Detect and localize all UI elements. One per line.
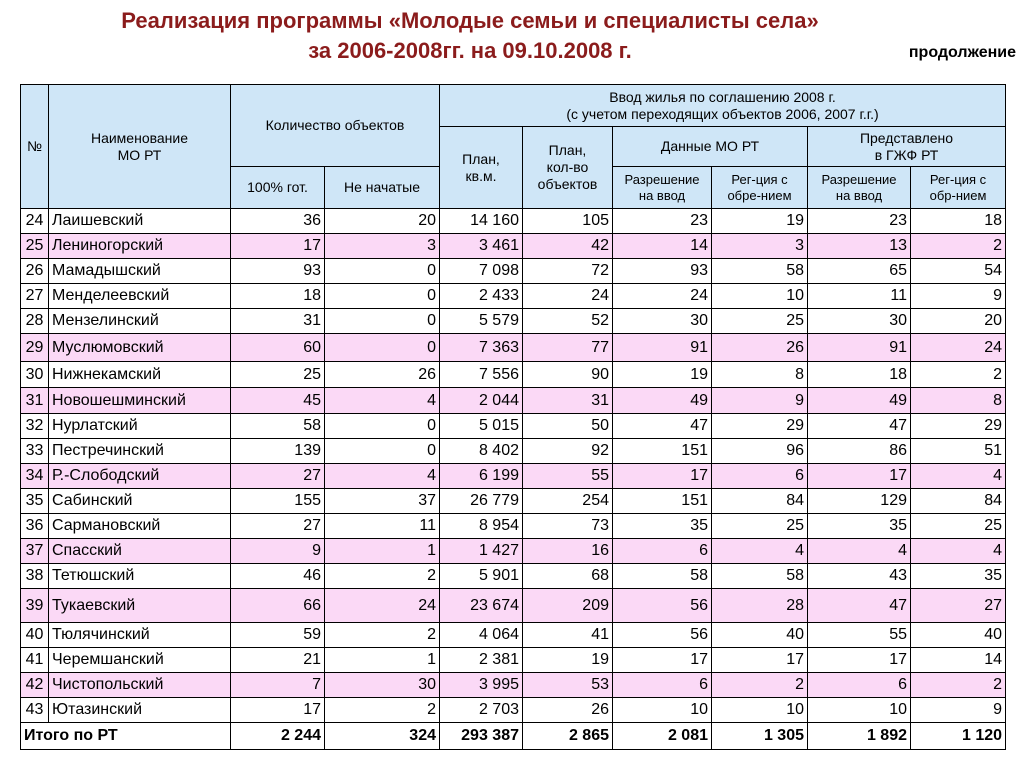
- header-gzhf-reg-line-2: обр-нием: [929, 187, 987, 203]
- cell-plan-count: 41: [523, 623, 613, 648]
- cell-gzhf-reg: 20: [911, 309, 1006, 334]
- cell-gzhf-reg: 2: [911, 673, 1006, 698]
- cell-gzhf-permit: 17: [808, 648, 911, 673]
- cell-gzhf-permit: 55: [808, 623, 911, 648]
- cell-gzhf-permit: 23: [808, 209, 911, 234]
- cell-gzhf-permit: 6: [808, 673, 911, 698]
- cell-not-started: 4: [325, 388, 440, 414]
- total-gzhf-permit: 1 892: [808, 723, 911, 750]
- cell-plan-count: 53: [523, 673, 613, 698]
- cell-ready: 58: [231, 414, 325, 439]
- table-row: [21, 514, 1006, 539]
- cell-ready: 25: [231, 362, 325, 388]
- header-housing: [440, 85, 1006, 127]
- district-name: Пестречинский: [49, 439, 231, 464]
- cell-gzhf-reg: 4: [911, 539, 1006, 564]
- cell-gzhf-permit: 91: [808, 334, 911, 362]
- table-row: [21, 334, 1006, 362]
- table-row: [21, 362, 1006, 388]
- cell-not-started: 30: [325, 673, 440, 698]
- title-line-2: за 2006-2008гг. на 09.10.2008 г.: [308, 38, 632, 63]
- cell-ready: 7: [231, 673, 325, 698]
- header-plan-count-line-2: кол-во: [546, 159, 589, 175]
- cell-plan-count: 77: [523, 334, 613, 362]
- cell-gzhf-permit: 129: [808, 489, 911, 514]
- cell-plan-sqm: 26 779: [440, 489, 523, 514]
- cell-plan-sqm: 1 427: [440, 539, 523, 564]
- cell-mo-permit: 91: [613, 334, 712, 362]
- cell-not-started: 0: [325, 414, 440, 439]
- district-name: Р.-Слободский: [49, 464, 231, 489]
- cell-gzhf-reg: 25: [911, 514, 1006, 539]
- district-name: Черемшанский: [49, 648, 231, 673]
- district-name: Новошешминский: [49, 388, 231, 414]
- cell-ready: 18: [231, 284, 325, 309]
- title-line-1: Реализация программы «Молодые семьи и специалисты села»: [121, 8, 819, 33]
- cell-gzhf-reg: 9: [911, 284, 1006, 309]
- row-number: 25: [21, 234, 49, 259]
- cell-gzhf-permit: 18: [808, 362, 911, 388]
- cell-gzhf-permit: 47: [808, 589, 911, 623]
- cell-mo-reg: 10: [712, 284, 808, 309]
- cell-not-started: 1: [325, 539, 440, 564]
- cell-not-started: 1: [325, 648, 440, 673]
- row-number: 31: [21, 388, 49, 414]
- cell-not-started: 3: [325, 234, 440, 259]
- cell-not-started: 11: [325, 514, 440, 539]
- cell-mo-reg: 84: [712, 489, 808, 514]
- table-row: [21, 439, 1006, 464]
- row-number: 41: [21, 648, 49, 673]
- cell-mo-reg: 28: [712, 589, 808, 623]
- header-gzhf-reg: [911, 167, 1006, 209]
- cell-gzhf-reg: 84: [911, 489, 1006, 514]
- cell-not-started: 20: [325, 209, 440, 234]
- district-name: Сабинский: [49, 489, 231, 514]
- header-gzhf-permit-line-1: Разрешение: [821, 171, 897, 187]
- table-row: [21, 673, 1006, 698]
- cell-ready: 139: [231, 439, 325, 464]
- table-row: [21, 388, 1006, 414]
- row-number: 35: [21, 489, 49, 514]
- cell-mo-reg: 29: [712, 414, 808, 439]
- cell-mo-permit: 35: [613, 514, 712, 539]
- cell-plan-sqm: 8 402: [440, 439, 523, 464]
- cell-ready: 17: [231, 234, 325, 259]
- header-num: №: [21, 85, 49, 209]
- cell-not-started: 0: [325, 259, 440, 284]
- header-plan-count-line-3: объектов: [537, 176, 598, 192]
- cell-ready: 31: [231, 309, 325, 334]
- table-row: [21, 209, 1006, 234]
- cell-plan-sqm: 2 703: [440, 698, 523, 723]
- total-plan-count: 2 865: [523, 723, 613, 750]
- cell-gzhf-reg: 9: [911, 698, 1006, 723]
- cell-mo-reg: 2: [712, 673, 808, 698]
- cell-plan-sqm: 3 995: [440, 673, 523, 698]
- cell-mo-permit: 6: [613, 673, 712, 698]
- cell-not-started: 2: [325, 698, 440, 723]
- cell-gzhf-reg: 8: [911, 388, 1006, 414]
- cell-mo-permit: 47: [613, 414, 712, 439]
- cell-gzhf-reg: 40: [911, 623, 1006, 648]
- header-plan-count-line-1: План,: [548, 142, 587, 158]
- header-plan-sqm-line-1: План,: [462, 150, 500, 167]
- cell-ready: 60: [231, 334, 325, 362]
- total-mo-permit: 2 081: [613, 723, 712, 750]
- cell-mo-reg: 58: [712, 259, 808, 284]
- district-name: Нижнекамский: [49, 362, 231, 388]
- cell-mo-permit: 151: [613, 489, 712, 514]
- table-row: [21, 698, 1006, 723]
- cell-gzhf-reg: 2: [911, 234, 1006, 259]
- cell-mo-permit: 49: [613, 388, 712, 414]
- continuation-label: продолжение: [908, 44, 1016, 61]
- cell-ready: 27: [231, 464, 325, 489]
- cell-gzhf-reg: 18: [911, 209, 1006, 234]
- cell-gzhf-permit: 17: [808, 464, 911, 489]
- cell-mo-permit: 30: [613, 309, 712, 334]
- total-gzhf-reg: 1 120: [911, 723, 1006, 750]
- header-plan-sqm: [440, 127, 523, 209]
- cell-gzhf-reg: 14: [911, 648, 1006, 673]
- total-mo-reg: 1 305: [712, 723, 808, 750]
- cell-mo-reg: 25: [712, 514, 808, 539]
- cell-ready: 27: [231, 514, 325, 539]
- cell-plan-count: 55: [523, 464, 613, 489]
- cell-plan-count: 50: [523, 414, 613, 439]
- cell-mo-reg: 8: [712, 362, 808, 388]
- cell-gzhf-reg: 51: [911, 439, 1006, 464]
- table-row: [21, 648, 1006, 673]
- cell-ready: 66: [231, 589, 325, 623]
- header-mo-permit-line-1: Разрешение: [624, 171, 700, 187]
- page-title: [0, 6, 940, 66]
- cell-not-started: 0: [325, 334, 440, 362]
- cell-plan-count: 68: [523, 564, 613, 589]
- district-name: Тетюшский: [49, 564, 231, 589]
- total-not-started: 324: [325, 723, 440, 750]
- cell-mo-reg: 9: [712, 388, 808, 414]
- cell-plan-count: 16: [523, 539, 613, 564]
- cell-mo-reg: 17: [712, 648, 808, 673]
- cell-gzhf-reg: 2: [911, 362, 1006, 388]
- cell-plan-sqm: 14 160: [440, 209, 523, 234]
- header-mo-reg-line-1: Рег-ция с: [731, 171, 788, 187]
- cell-plan-count: 72: [523, 259, 613, 284]
- cell-not-started: 24: [325, 589, 440, 623]
- cell-gzhf-permit: 43: [808, 564, 911, 589]
- row-number: 32: [21, 414, 49, 439]
- cell-gzhf-permit: 4: [808, 539, 911, 564]
- row-number: 40: [21, 623, 49, 648]
- cell-gzhf-permit: 47: [808, 414, 911, 439]
- table-row: [21, 564, 1006, 589]
- cell-plan-sqm: 2 381: [440, 648, 523, 673]
- cell-mo-reg: 19: [712, 209, 808, 234]
- table-row: [21, 489, 1006, 514]
- cell-mo-reg: 6: [712, 464, 808, 489]
- cell-mo-permit: 58: [613, 564, 712, 589]
- cell-mo-reg: 10: [712, 698, 808, 723]
- cell-mo-permit: 151: [613, 439, 712, 464]
- cell-plan-sqm: 3 461: [440, 234, 523, 259]
- cell-plan-sqm: 8 954: [440, 514, 523, 539]
- total-ready: 2 244: [231, 723, 325, 750]
- cell-plan-sqm: 5 901: [440, 564, 523, 589]
- cell-gzhf-reg: 54: [911, 259, 1006, 284]
- row-number: 27: [21, 284, 49, 309]
- cell-mo-reg: 25: [712, 309, 808, 334]
- table-body: [21, 209, 1006, 723]
- cell-gzhf-permit: 10: [808, 698, 911, 723]
- total-row: [21, 723, 1006, 750]
- header-ready: 100% гот.: [231, 167, 325, 209]
- cell-not-started: 26: [325, 362, 440, 388]
- cell-plan-sqm: 23 674: [440, 589, 523, 623]
- district-name: Сармановский: [49, 514, 231, 539]
- cell-plan-sqm: 2 433: [440, 284, 523, 309]
- header-mo-reg: [712, 167, 808, 209]
- row-number: 38: [21, 564, 49, 589]
- cell-mo-permit: 56: [613, 623, 712, 648]
- cell-gzhf-permit: 65: [808, 259, 911, 284]
- cell-mo-permit: 19: [613, 362, 712, 388]
- row-number: 39: [21, 589, 49, 623]
- cell-not-started: 0: [325, 309, 440, 334]
- header-gzhf-reg-line-1: Рег-ция с: [929, 171, 987, 187]
- cell-ready: 93: [231, 259, 325, 284]
- cell-plan-count: 73: [523, 514, 613, 539]
- cell-plan-count: 90: [523, 362, 613, 388]
- cell-gzhf-permit: 11: [808, 284, 911, 309]
- cell-gzhf-reg: 24: [911, 334, 1006, 362]
- cell-mo-reg: 3: [712, 234, 808, 259]
- header-not-started: Не начатые: [325, 167, 440, 209]
- table-row: [21, 414, 1006, 439]
- cell-ready: 46: [231, 564, 325, 589]
- cell-gzhf-permit: 30: [808, 309, 911, 334]
- row-number: 34: [21, 464, 49, 489]
- cell-ready: 45: [231, 388, 325, 414]
- district-name: Муслюмовский: [49, 334, 231, 362]
- cell-plan-count: 92: [523, 439, 613, 464]
- cell-not-started: 37: [325, 489, 440, 514]
- cell-plan-sqm: 2 044: [440, 388, 523, 414]
- cell-mo-permit: 56: [613, 589, 712, 623]
- cell-plan-count: 105: [523, 209, 613, 234]
- district-name: Лениногорский: [49, 234, 231, 259]
- district-name: Лаишевский: [49, 209, 231, 234]
- cell-gzhf-permit: 86: [808, 439, 911, 464]
- cell-not-started: 4: [325, 464, 440, 489]
- cell-mo-reg: 26: [712, 334, 808, 362]
- cell-gzhf-permit: 49: [808, 388, 911, 414]
- row-number: 28: [21, 309, 49, 334]
- district-name: Мензелинский: [49, 309, 231, 334]
- cell-mo-reg: 58: [712, 564, 808, 589]
- row-number: 42: [21, 673, 49, 698]
- cell-plan-sqm: 7 363: [440, 334, 523, 362]
- row-number: 30: [21, 362, 49, 388]
- cell-plan-count: 254: [523, 489, 613, 514]
- cell-mo-permit: 10: [613, 698, 712, 723]
- cell-plan-sqm: 4 064: [440, 623, 523, 648]
- table-row: [21, 234, 1006, 259]
- cell-mo-permit: 6: [613, 539, 712, 564]
- header-name-line-1: Наименование: [90, 129, 189, 146]
- data-table: [20, 84, 1006, 750]
- header-plan-count: [523, 127, 613, 209]
- cell-plan-count: 42: [523, 234, 613, 259]
- district-name: Мамадышский: [49, 259, 231, 284]
- district-name: Чистопольский: [49, 673, 231, 698]
- cell-gzhf-permit: 35: [808, 514, 911, 539]
- header-gzhf-line-1: Представлено: [859, 129, 954, 146]
- row-number: 36: [21, 514, 49, 539]
- cell-mo-permit: 24: [613, 284, 712, 309]
- row-number: 37: [21, 539, 49, 564]
- cell-not-started: 0: [325, 439, 440, 464]
- district-name: Тюлячинский: [49, 623, 231, 648]
- header-gzhf-line-2: в ГЖФ РТ: [874, 146, 939, 163]
- cell-plan-count: 19: [523, 648, 613, 673]
- row-number: 29: [21, 334, 49, 362]
- cell-not-started: 2: [325, 623, 440, 648]
- district-name: Ютазинский: [49, 698, 231, 723]
- cell-gzhf-reg: 29: [911, 414, 1006, 439]
- table-header: [21, 85, 1006, 209]
- header-mo-data: Данные МО РТ: [613, 127, 808, 167]
- cell-ready: 9: [231, 539, 325, 564]
- cell-mo-permit: 23: [613, 209, 712, 234]
- header-objects: Количество объектов: [231, 85, 440, 167]
- table-row: [21, 259, 1006, 284]
- table-footer: [21, 723, 1006, 750]
- district-name: Нурлатский: [49, 414, 231, 439]
- header-plan-sqm-line-2: кв.м.: [465, 167, 497, 184]
- cell-gzhf-reg: 4: [911, 464, 1006, 489]
- table-row: [21, 623, 1006, 648]
- cell-plan-count: 24: [523, 284, 613, 309]
- district-name: Тукаевский: [49, 589, 231, 623]
- cell-not-started: 2: [325, 564, 440, 589]
- header-mo-permit-line-2: на ввод: [638, 187, 686, 203]
- cell-ready: 17: [231, 698, 325, 723]
- header-gzhf-permit: [808, 167, 911, 209]
- table-row: [21, 539, 1006, 564]
- table-row: [21, 284, 1006, 309]
- row-number: 43: [21, 698, 49, 723]
- header-name-line-2: МО РТ: [117, 146, 162, 163]
- cell-not-started: 0: [325, 284, 440, 309]
- cell-gzhf-reg: 27: [911, 589, 1006, 623]
- cell-gzhf-permit: 13: [808, 234, 911, 259]
- cell-plan-sqm: 7 556: [440, 362, 523, 388]
- row-number: 26: [21, 259, 49, 284]
- header-housing-line-1: Ввод жилья по соглашению 2008 г.: [609, 88, 836, 105]
- cell-plan-sqm: 6 199: [440, 464, 523, 489]
- row-number: 24: [21, 209, 49, 234]
- cell-ready: 36: [231, 209, 325, 234]
- header-mo-reg-line-2: обре-нием: [727, 187, 792, 203]
- cell-mo-permit: 14: [613, 234, 712, 259]
- header-gzhf-permit-line-2: на ввод: [835, 187, 883, 203]
- cell-plan-sqm: 5 579: [440, 309, 523, 334]
- cell-mo-reg: 4: [712, 539, 808, 564]
- cell-ready: 59: [231, 623, 325, 648]
- cell-plan-count: 26: [523, 698, 613, 723]
- total-label: Итого по РТ: [21, 723, 231, 750]
- cell-mo-permit: 17: [613, 464, 712, 489]
- district-name: Менделеевский: [49, 284, 231, 309]
- cell-ready: 155: [231, 489, 325, 514]
- cell-ready: 21: [231, 648, 325, 673]
- cell-plan-sqm: 7 098: [440, 259, 523, 284]
- cell-plan-sqm: 5 015: [440, 414, 523, 439]
- header-name: [49, 85, 231, 209]
- cell-plan-count: 52: [523, 309, 613, 334]
- cell-mo-permit: 17: [613, 648, 712, 673]
- cell-gzhf-reg: 35: [911, 564, 1006, 589]
- header-housing-line-2: (с учетом переходящих объектов 2006, 2007 г.г.): [566, 105, 879, 122]
- table-row: [21, 464, 1006, 489]
- header-gzhf: [808, 127, 1006, 167]
- total-plan-sqm: 293 387: [440, 723, 523, 750]
- table-row: [21, 589, 1006, 623]
- header-mo-permit: [613, 167, 712, 209]
- cell-plan-count: 31: [523, 388, 613, 414]
- cell-plan-count: 209: [523, 589, 613, 623]
- cell-mo-reg: 40: [712, 623, 808, 648]
- table-row: [21, 309, 1006, 334]
- district-name: Спасский: [49, 539, 231, 564]
- cell-mo-reg: 96: [712, 439, 808, 464]
- row-number: 33: [21, 439, 49, 464]
- cell-mo-permit: 93: [613, 259, 712, 284]
